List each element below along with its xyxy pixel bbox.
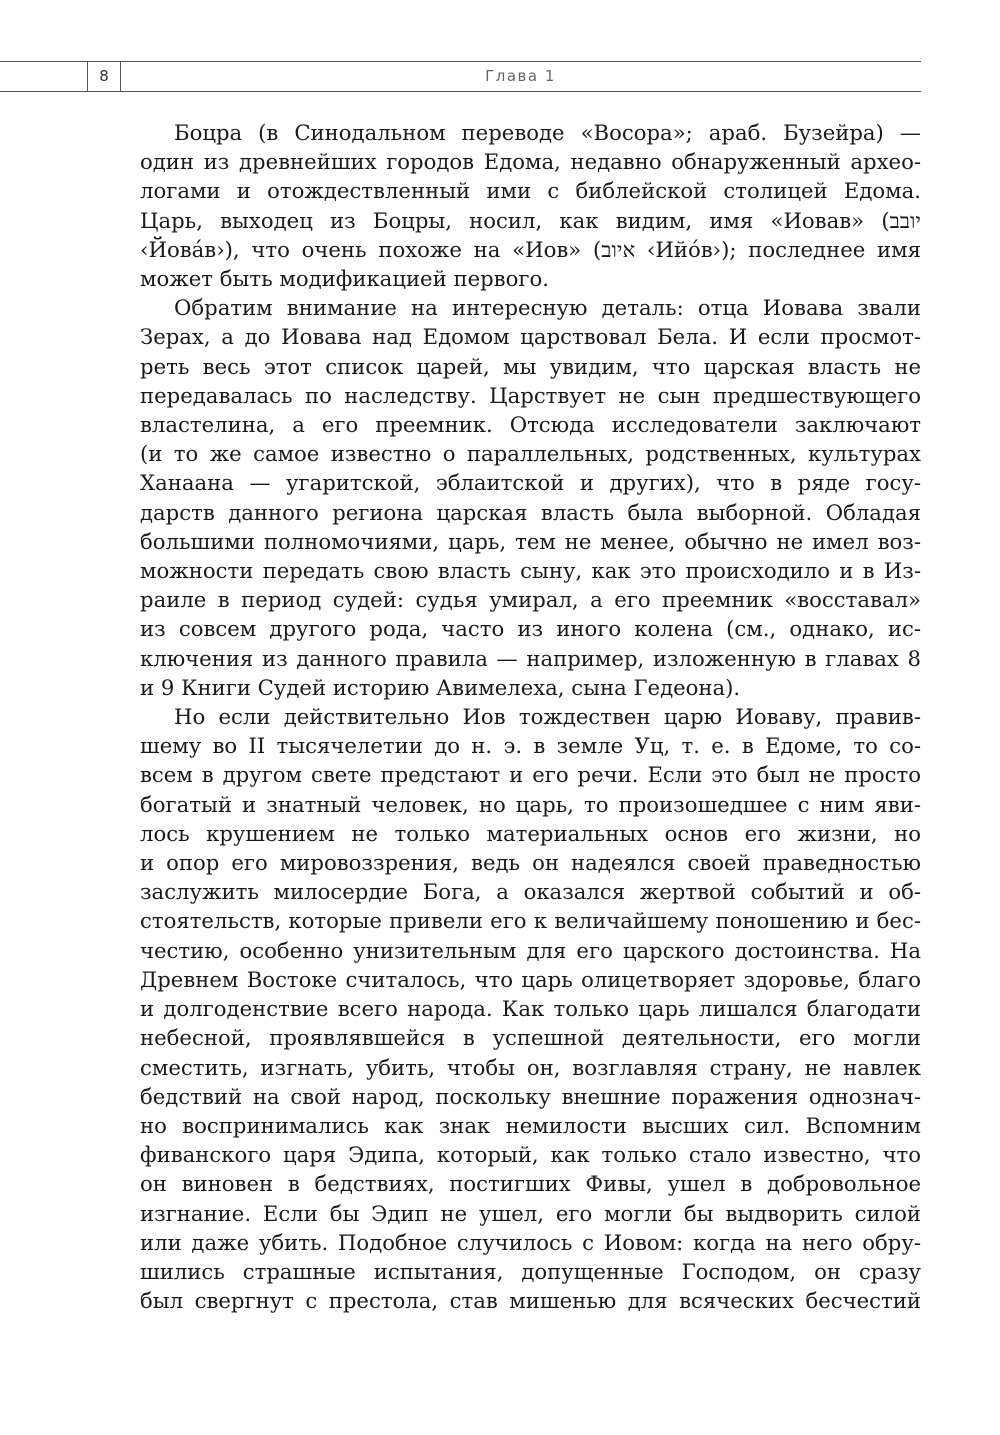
text-line: Обратим внимание на интересную деталь: отца Иовава звали [174, 295, 921, 321]
text-line: из совсем другого рода, часто из иного колена (см., однако, ис- [140, 616, 921, 642]
text-line: фиванского царя Эдипа, который, как только стало известно, что [140, 1142, 921, 1168]
paragraph-2 [140, 293, 921, 702]
paragraph-3 [140, 702, 921, 1315]
text-line: реть весь этот список царей, мы увидим, что царская власть не [140, 353, 921, 379]
text-line: изгнание. Если бы Эдип не ушел, его могли бы выдворить силой [140, 1200, 921, 1226]
text-line: честию, особенно унизительным для его царского достоинства. На [140, 937, 921, 963]
text-line: небесной, проявлявшейся в успешной деятельности, его могли [140, 1025, 921, 1051]
text-line: можности передать свою власть сыну, как это происходило и в Из- [140, 558, 921, 584]
text-line: Ханаана — угаритской, эблаитской и других), что в ряде госу- [140, 470, 921, 496]
text-line: логами и отождествленный ими с библейской столицей Едома. [140, 178, 921, 204]
text-line: большими полномочиями, царь, тем не менее, обычно не имел воз- [140, 528, 921, 554]
text-line: ‹Йова́в›), что очень похоже на «Иов» (איוב ‹Ийо́в›); последнее имя [140, 236, 921, 262]
text-line: дарств данного региона царская власть была выборной. Обладая [140, 499, 921, 525]
text-line: бедствий на свой народ, поскольку внешние поражения однознач- [140, 1083, 921, 1109]
text-line: и опор его мировоззрения, ведь он надеялся своей праведностью [140, 850, 921, 876]
text-line: (и то же самое известно о параллельных, родственных, культурах [140, 441, 921, 467]
text-line: один из древнейших городов Едома, недавно обнаруженный архео- [140, 149, 921, 175]
text-line: Боцра (в Синодальном переводе «Восора»; араб. Бузейра) — [174, 120, 921, 145]
running-head [0, 61, 921, 92]
text-line: всем в другом свете предстают и его речи. Если это был не просто [140, 762, 921, 788]
text-line: заслужить милосердие Бога, а оказался жертвой событий и об- [140, 879, 921, 905]
chapter-title: Глава 1 [485, 67, 556, 85]
text-line: сместить, изгнать, убить, чтобы он, возглавляя страну, не навлек [140, 1054, 921, 1080]
text-line: передавалась по наследству. Царствует не сын предшествующего [140, 382, 921, 408]
text-line: лось крушением не только материальных основ его жизни, но [140, 820, 921, 846]
text-line: богатый и знатный человек, но царь, то произошедшее с ним яви- [140, 791, 921, 817]
text-line: может быть модификацией первого. [140, 266, 549, 292]
paragraph-1 [140, 118, 921, 293]
text-line: Царь, выходец из Боцры, носил, как видим, имя «Иовав» (יובב [140, 207, 921, 233]
text-line: шему во II тысячелетии до н. э. в земле Уц, т. е. в Едоме, то со- [140, 733, 921, 759]
text-line: или даже убить. Подобное случилось с Иовом: когда на него обру- [140, 1229, 921, 1255]
text-line: Древнем Востоке считалось, что царь олицетворяет здоровье, благо [140, 966, 921, 992]
text-line: но воспринимались как знак немилости высших сил. Вспомним [140, 1112, 921, 1138]
body-text [140, 118, 921, 1315]
text-line: был свергнут с престола, став мишенью для всяческих бесчестий [140, 1288, 921, 1314]
text-line: и долгоденствие всего народа. Как только царь лишался благодати [140, 996, 921, 1022]
text-line: властелина, а его преемник. Отсюда исследователи заключают [140, 412, 921, 438]
text-line: Но если действительно Иов тождествен царю Иоваву, правив- [174, 704, 921, 730]
text-line: Зерах, а до Иовава над Едомом царствовал Бела. И если просмот- [140, 324, 921, 350]
text-line: он виновен в бедствиях, постигших Фивы, ушел в добровольное [140, 1171, 921, 1197]
text-line: раиле в период судей: судья умирал, а его преемник «восставал» [140, 587, 921, 613]
text-line: стоятельств, которые привели его к величайшему поношению и бес- [140, 908, 921, 934]
text-line: и 9 Книги Судей историю Авимелеха, сына Гедеона). [140, 674, 741, 700]
text-line: шились страшные испытания, допущенные Господом, он сразу [140, 1258, 921, 1284]
page-number: 8 [87, 62, 121, 91]
text-line: ключения из данного правила — например, изложенную в главах 8 [140, 645, 921, 671]
